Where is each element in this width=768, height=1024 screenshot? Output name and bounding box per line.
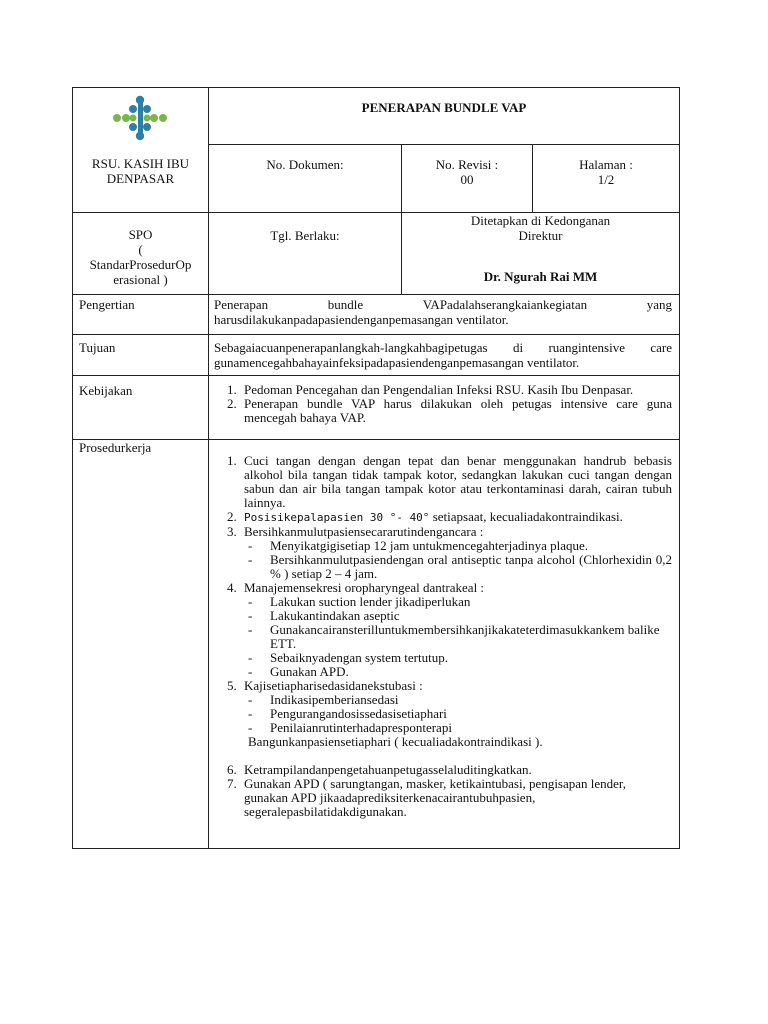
list-item: 1. Cuci tangan dengan dengan tepat dan benar menggunakan handrub bebasis alkohol bila tangan tidak tampak kotor, sedangkan lakukan cuci tangan dengan sabun dan air bila tangan tampak kotor atau terkontaminasi darah, cairan tubuh lainnya. xyxy=(240,454,672,510)
section-label-tujuan: Tujuan xyxy=(79,340,116,355)
revision-cell: No. Revisi : 00 xyxy=(435,157,499,187)
sub-list-item: - Menyikatgigisetiap 12 jam untukmencegahterjadinya plaque. xyxy=(248,539,672,553)
sub-list-tail: Bangunkanpasiensetiaphari ( kecualiadakontraindikasi ). xyxy=(248,734,543,749)
list-item: 2. Penerapan bundle VAP harus dilakukan oleh petugas intensive care guna mencegah bahaya VAP. xyxy=(240,397,672,425)
sub-list-item: - Sebaiknyadengan system tertutup. xyxy=(248,651,672,665)
sub-list-item: - Gunakan APD. xyxy=(248,665,672,679)
hospital-logo xyxy=(112,95,168,141)
list-item: 1. Pedoman Pencegahan dan Pengendalian Infeksi RSU. Kasih Ibu Denpasar. xyxy=(240,383,672,397)
document-title: PENERAPAN BUNDLE VAP xyxy=(361,100,527,115)
list-item: 3. Bersihkanmulutpasiensecararutindengancara : - Menyikatgigisetiap 12 jam untukmencegahterjadinya plaque. - Bersihkanmulutpasiendengan oral antiseptic tanpa alcohol (Chlorhexidin 0,2 % ) setiap 2 – 4 jam. xyxy=(240,525,672,581)
sub-list-item: - Lakukantindakan aseptic xyxy=(248,609,672,623)
section-label-prosedur: Prosedurkerja xyxy=(79,440,152,455)
section-label-pengertian: Pengertian xyxy=(79,297,135,312)
kebijakan-list xyxy=(214,383,672,425)
sub-list-item: - Indikasipemberiansedasi xyxy=(248,693,672,707)
doc-number-label: No. Dokumen: xyxy=(266,157,344,172)
hospital-name: RSU. KASIH IBU DENPASAR xyxy=(91,156,190,186)
spo-label: SPO ( StandarProsedurOp erasional ) xyxy=(89,227,192,287)
page-cell: Halaman : 1/2 xyxy=(579,157,633,187)
list-item: 7. Gunakan APD ( sarungtangan, masker, ketikaintubasi, pengisapan lender, gunakan APD jikaadaprediksiterkenacairantubuhpasien, segeralepasbilatidakdigunakan. xyxy=(240,777,672,819)
section-label-kebijakan: Kebijakan xyxy=(79,383,133,398)
list-item: 4. Manajemensekresi oropharyngeal dantrakeal : - Lakukan suction lender jikadiperlukan - Lakukantindakan aseptic - Gunakancairansterilluntukmembersihkanjikakateterdimasukkankem balike ETT. - Sebaiknyadengan system tertutup. - Gunakan APD. xyxy=(240,581,672,679)
sub-list-item: - Pengurangandosissedasisetiaphari xyxy=(248,707,672,721)
position-instruction: Posisikepalapasien 30 °- 40° xyxy=(244,511,430,524)
director-name: Dr. Ngurah Rai MM xyxy=(483,269,598,284)
determined-by: Ditetapkan di Kedonganan Direktur xyxy=(470,213,611,243)
sub-list-item: - Bersihkanmulutpasiendengan oral antiseptic tanpa alcohol (Chlorhexidin 0,2 % ) setiap 2 – 4 jam. xyxy=(248,553,672,581)
sub-list-item: - Lakukan suction lender jikadiperlukan xyxy=(248,595,672,609)
list-item: 5. Kajisetiapharisedasidanekstubasi : - Indikasipemberiansedasi - Pengurangandosissedasisetiaphari - Penilaianrutinterhadapresponterapi Bangunkanpasiensetiaphari ( kecualiadakontraindikasi ). xyxy=(240,679,672,749)
list-item: 6. Ketrampilandanpengetahuanpetugasselaluditingkatkan. xyxy=(240,763,672,777)
list-item xyxy=(240,510,672,525)
tujuan-text: Sebagaiacuanpenerapanlangkah-langkahbagipetugas di ruangintensive care gunamencegahbahayainfeksipadapasiendenganpemasangan ventilator. xyxy=(214,340,672,370)
position-instruction-tail: setiapsaat, kecualiadakontraindikasi. xyxy=(429,509,623,524)
pengertian-text: Penerapan bundle VAPadalahserangkaiankegiatan yang harusdilakukanpadapasiendenganpemasangan ventilator. xyxy=(214,297,672,327)
effective-date-label: Tgl. Berlaku: xyxy=(270,228,340,243)
prosedur-list xyxy=(214,454,672,819)
sub-list-item: - Gunakancairansterilluntukmembersihkanjikakateterdimasukkankem balike ETT. xyxy=(248,623,672,651)
sub-list-item: - Penilaianrutinterhadapresponterapi xyxy=(248,721,672,735)
